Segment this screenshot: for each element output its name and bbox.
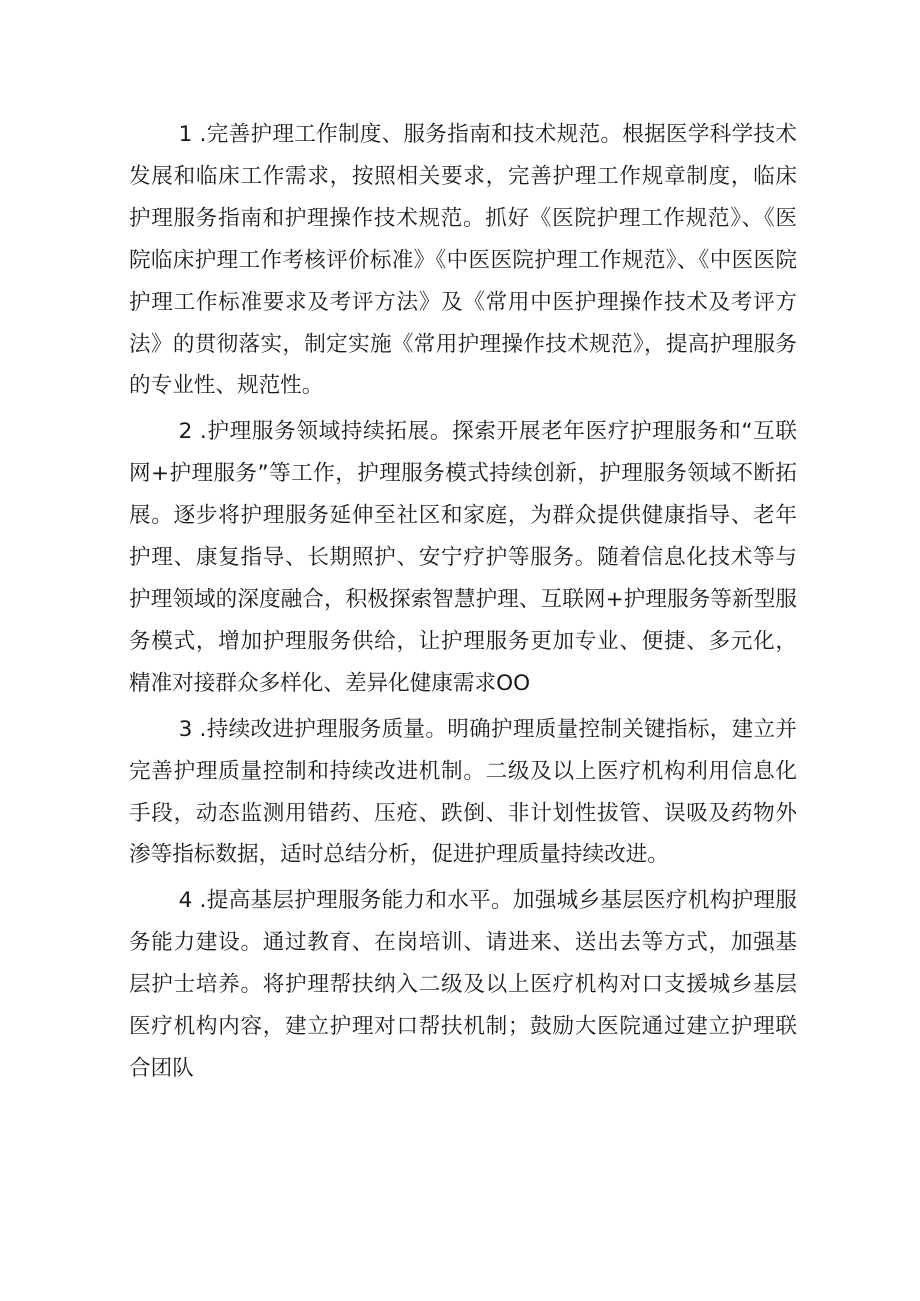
paragraph-2: 2 .护理服务领域持续拓展。探索开展老年医疗护理服务和“互联网+护理服务”等工作，护理服务模式持续创新，护理服务领域不断拓展。逐步将护理服务延伸至社区和家庭，为群众提供健康指导、老年护理、康复指导、长期照护、安宁疗护等服务。随着信息化技术等与护理领域的深度融合，积极探索智慧护理、互联网+护理服务等新型服务模式，增加护理服务供给，让护理服务更加专业、便捷、多元化，精准对接群众多样化、差异化健康需求OO xyxy=(129,419,797,696)
document-body xyxy=(129,114,797,1094)
paragraph-1: 1 .完善护理工作制度、服务指南和技术规范。根据医学科学技术发展和临床工作需求，按照相关要求，完善护理工作规章制度，临床护理服务指南和护理操作技术规范。抓好《医院护理工作规范》、《医院临床护理工作考核评价标准》《中医医院护理工作规范》、《中医医院护理工作标准要求及考评方法》及《常用中医护理操作技术及考评方法》的贯彻落实，制定实施《常用护理操作技术规范》，提高护理服务的专业性、规范性。 xyxy=(129,122,797,399)
paragraph-3: 3 .持续改进护理服务质量。明确护理质量控制关键指标，建立并完善护理质量控制和持续改进机制。二级及以上医疗机构利用信息化手段，动态监测用错药、压疮、跌倒、非计划性拔管、误吸及药物外渗等指标数据，适时总结分析，促进护理质量持续改进。 xyxy=(129,716,797,868)
paragraph-4: 4 .提高基层护理服务能力和水平。加强城乡基层医疗机构护理服务能力建设。通过教育、在岗培训、请进来、送出去等方式，加强基层护士培养。将护理帮扶纳入二级及以上医疗机构对口支援城乡基层医疗机构内容，建立护理对口帮扶机制；鼓励大医院通过建立护理联合团队 xyxy=(129,888,797,1081)
